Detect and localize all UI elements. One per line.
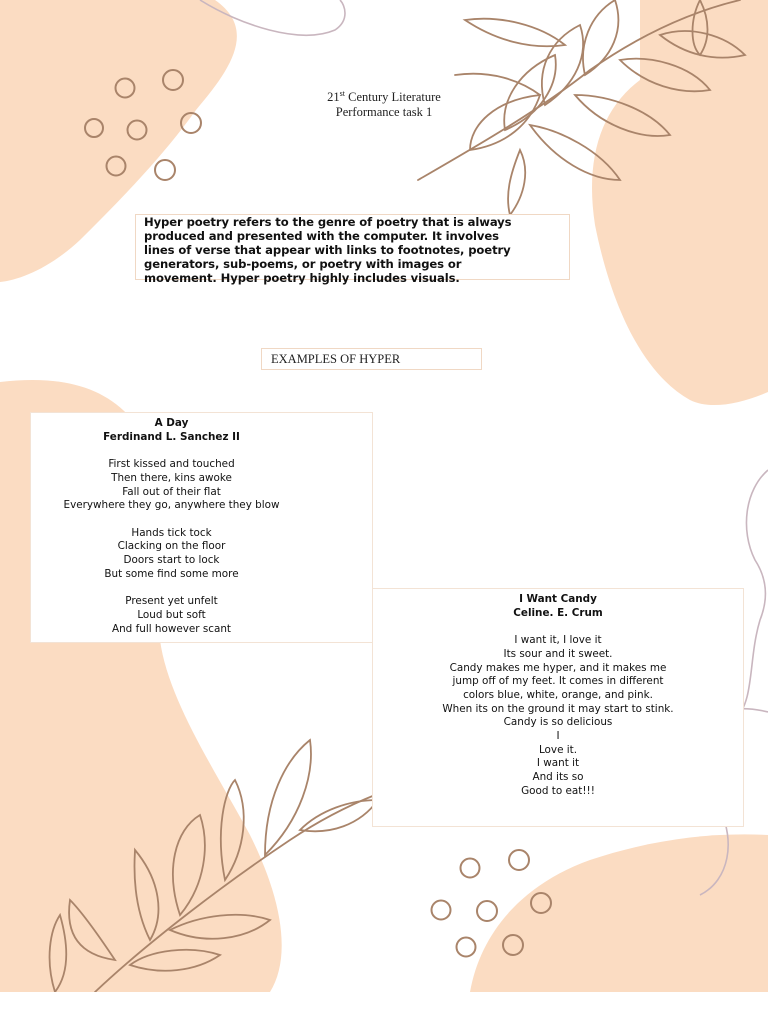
poem-line: Candy is so delicious	[503, 716, 613, 729]
poem-line: And full however scant	[111, 622, 231, 635]
definition-line: movement. Hyper poetry highly includes visuals.	[144, 271, 460, 285]
examples-heading: EXAMPLES OF HYPER	[261, 348, 482, 370]
definition-line: Hyper poetry refers to the genre of poetry that is always	[144, 215, 512, 229]
poem-author: Celine. E. Crum	[513, 606, 603, 619]
poem-line: I want it, I love it	[514, 634, 602, 647]
poem-title: A Day	[154, 417, 189, 429]
poem-line: Doors start to lock	[123, 554, 220, 566]
poem-line: Then there, kins awoke	[111, 471, 232, 484]
definition-line: generators, sub-poems, or poetry with images or	[144, 257, 462, 271]
poem-line: colors blue, white, orange, and pink.	[463, 688, 653, 701]
poem-line: Hands tick tock	[131, 526, 212, 539]
stanza-gap	[31, 513, 372, 527]
poem-line: Love it.	[538, 743, 578, 756]
blob-right	[592, 0, 768, 405]
poem-line: Clacking on the floor	[117, 540, 226, 553]
poem-line: Everywhere they go, anywhere they blow	[63, 499, 280, 512]
poem-line: First kissed and touched	[108, 458, 235, 471]
page-bottom-margin	[0, 992, 768, 1024]
poem-line: Good to eat!!!	[521, 784, 595, 797]
stanza-gap	[31, 581, 372, 595]
blob-bottom-right	[470, 834, 768, 992]
poem-line: I want it	[536, 757, 580, 770]
poem-line: I	[556, 730, 560, 743]
poem-line: When its on the ground it may start to stink.	[442, 702, 674, 715]
poem-line: Its sour and it sweet.	[503, 647, 613, 660]
header-course-line: 21st Century Literature	[327, 89, 441, 105]
poem-line: Candy makes me hyper, and it makes me	[449, 661, 667, 674]
poem-line: Fall out of their flat	[122, 485, 221, 498]
poem-title: I Want Candy	[519, 593, 597, 605]
poem-line: Loud but soft	[137, 608, 206, 621]
poem-line: jump off of my feet. It comes in different	[452, 675, 664, 688]
poem-card-a-day	[30, 412, 373, 643]
stanza-gap	[373, 620, 743, 634]
header-task-line: Performance task 1	[335, 105, 433, 120]
poem-line: Present yet unfelt	[125, 595, 218, 608]
poem-line: And its so	[532, 771, 584, 784]
poem-line: But some find some more	[104, 567, 239, 580]
poem-card-i-want-candy	[372, 588, 744, 827]
definition-line: produced and presented with the computer. It involves	[144, 229, 499, 243]
stanza-gap	[31, 444, 372, 458]
document-header	[260, 86, 508, 120]
definition-line: lines of verse that appear with links to footnotes, poetry	[144, 243, 511, 257]
poem-author: Ferdinand L. Sanchez II	[103, 430, 240, 443]
definition-box	[135, 214, 570, 285]
